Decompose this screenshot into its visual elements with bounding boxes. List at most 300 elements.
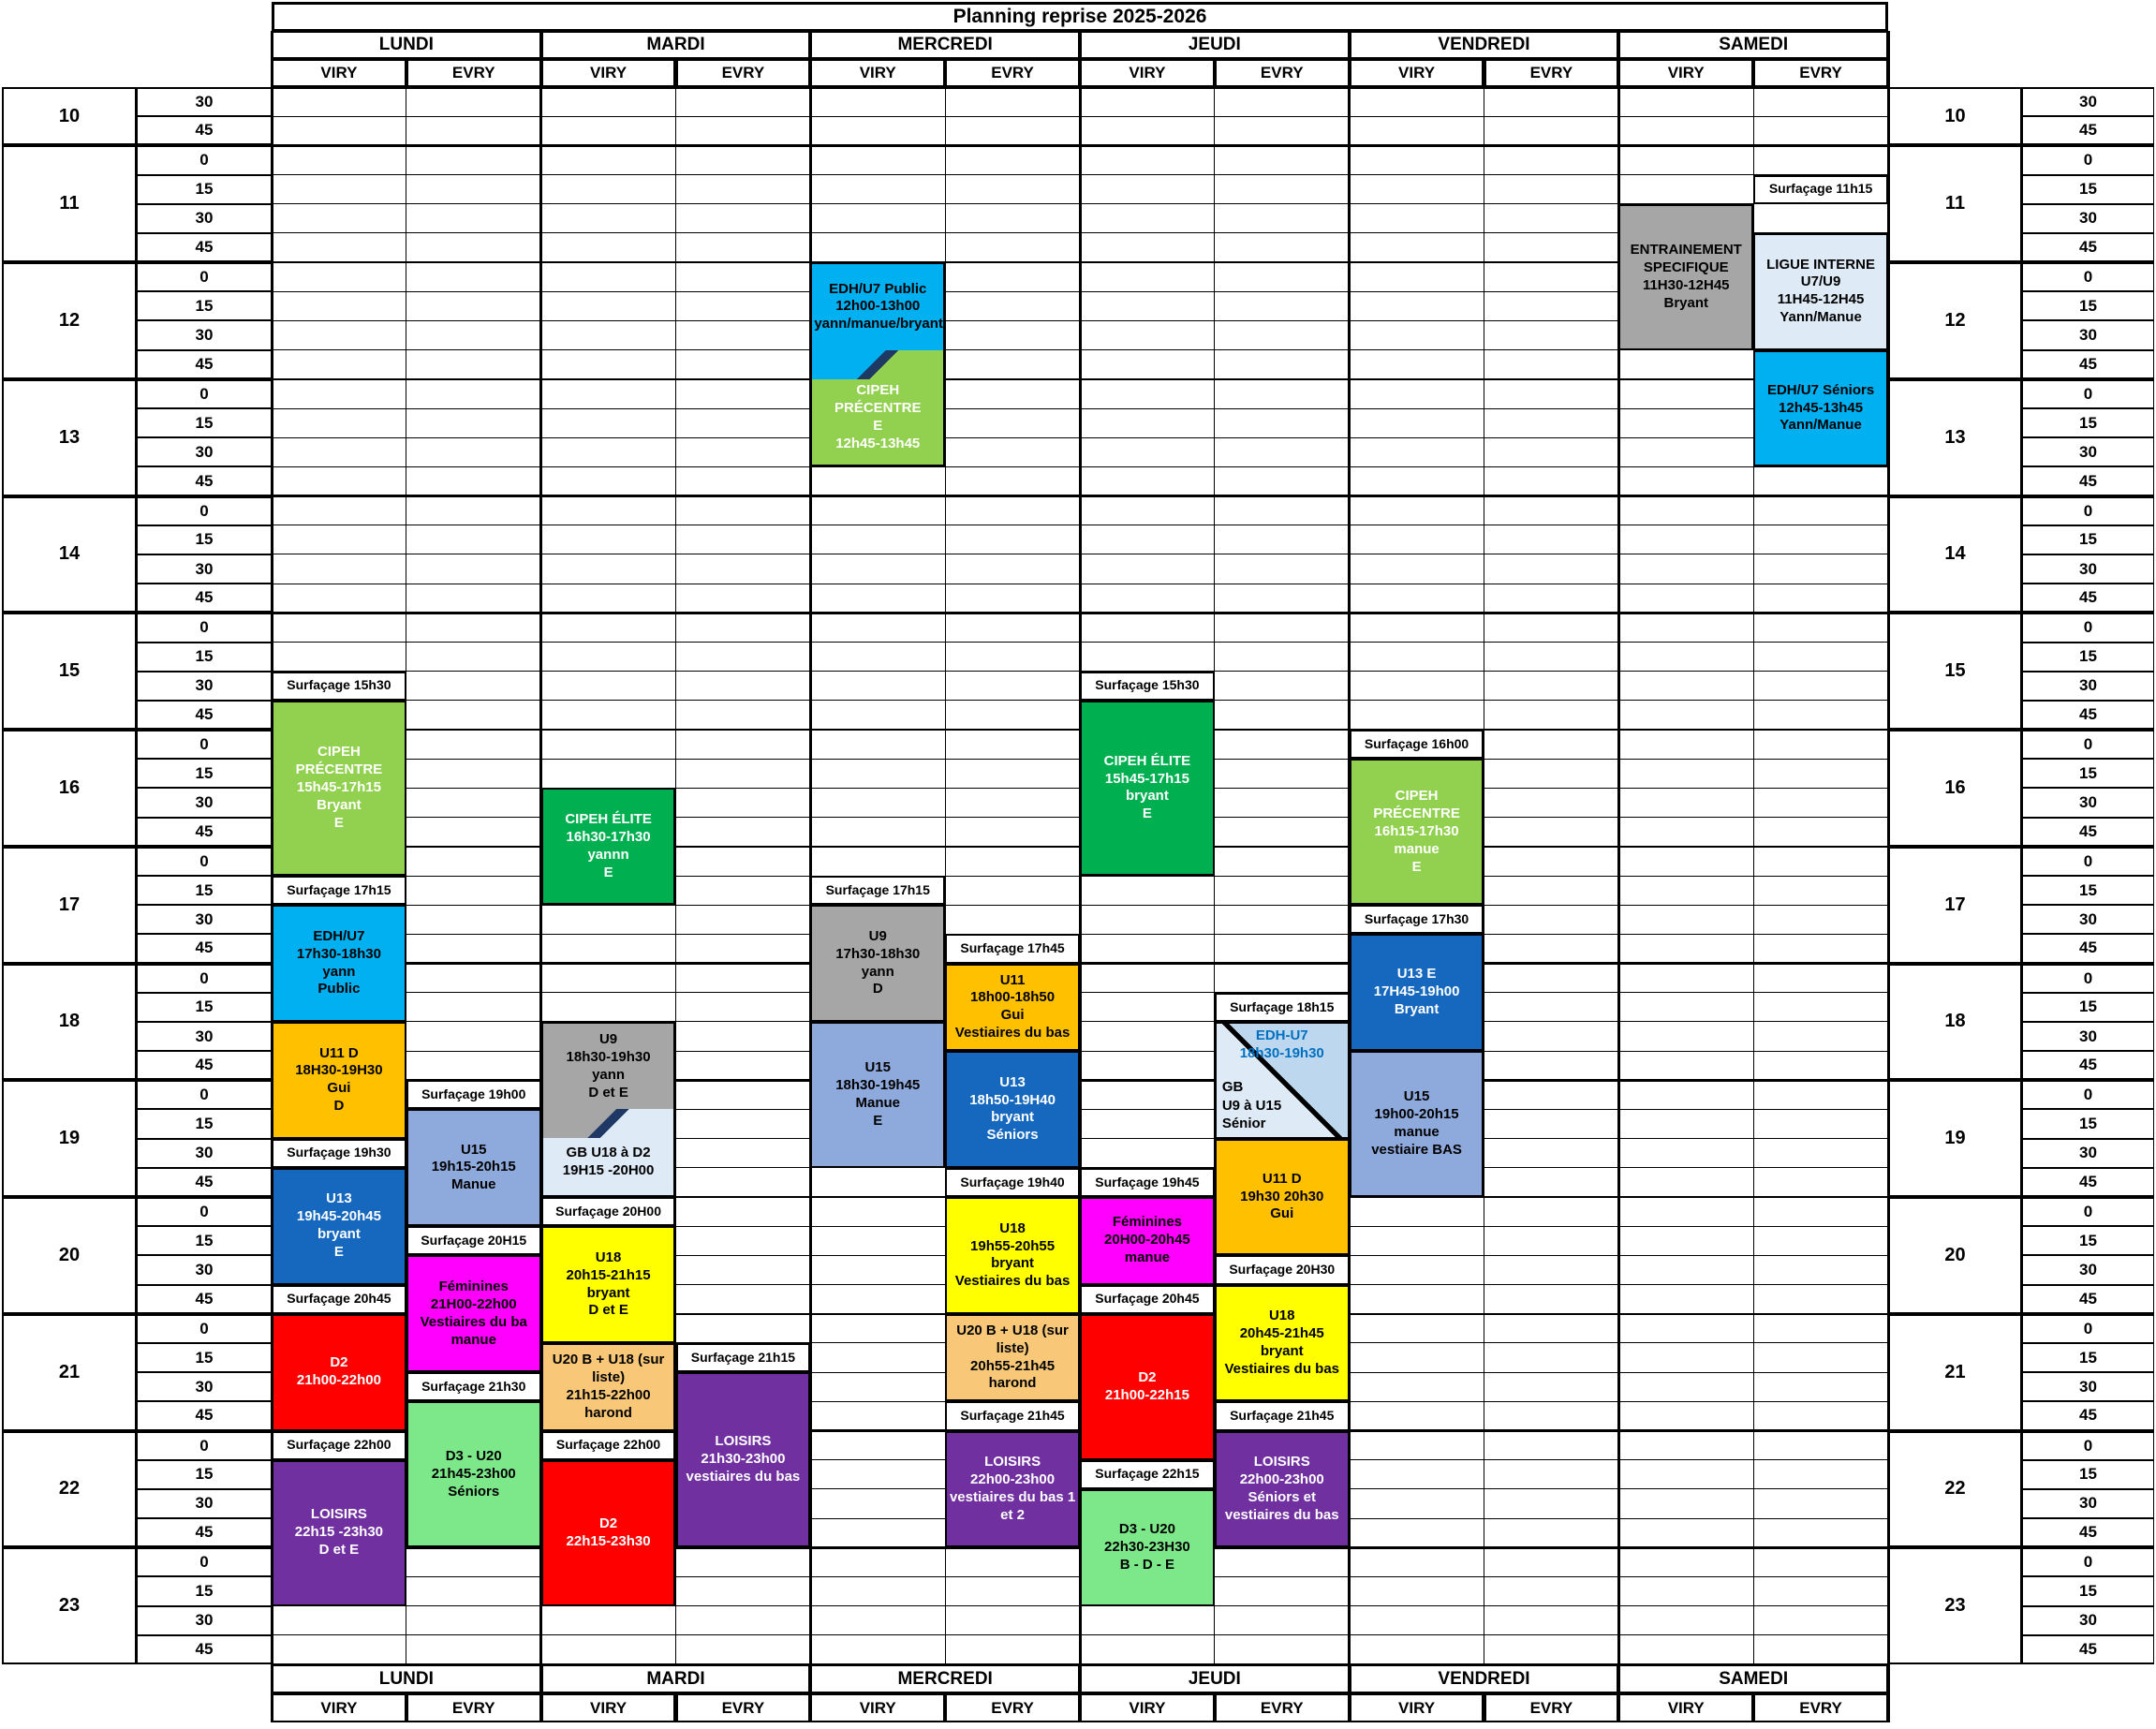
minute-label-right: 30 — [2022, 1255, 2154, 1284]
session-line: ENTRAINEMENT — [1630, 241, 1742, 258]
minute-label-right: 45 — [2022, 1168, 2154, 1197]
session-line: Bryant — [1394, 1001, 1440, 1018]
session-line: 19h55-20h55 — [970, 1237, 1056, 1254]
footer-rink-header-evry: EVRY — [945, 1693, 1080, 1722]
minute-label-left: 45 — [137, 1285, 272, 1314]
day-header-mardi: MARDI — [541, 31, 811, 59]
session-block[interactable] — [406, 1401, 541, 1547]
surfacage-row[interactable]: Surfaçage 22h00 — [541, 1431, 676, 1460]
split-session-block[interactable] — [1215, 1022, 1350, 1139]
minute-label-left: 30 — [137, 320, 272, 349]
minute-label-right: 30 — [2022, 87, 2154, 116]
session-line: U9 — [598, 1030, 618, 1047]
minute-label-left: 0 — [137, 262, 272, 291]
session-line: bryant — [1125, 788, 1169, 805]
minute-label-right: 15 — [2022, 1109, 2154, 1138]
minute-label-right: 0 — [2022, 964, 2154, 993]
rink-header-viry: VIRY — [1080, 59, 1215, 87]
session-line: Séniors — [448, 1483, 500, 1500]
session-block[interactable] — [810, 262, 945, 350]
surfacage-row[interactable]: Surfaçage 16h00 — [1350, 730, 1484, 759]
session-line: Yann/Manue — [1779, 309, 1862, 326]
session-block[interactable] — [945, 1051, 1080, 1168]
session-line: E — [873, 1112, 883, 1129]
minute-label-left: 30 — [137, 1022, 272, 1051]
session-block[interactable] — [1080, 1489, 1215, 1606]
session-line: D — [872, 981, 883, 998]
footer-rink-header-viry: VIRY — [1618, 1693, 1753, 1722]
surfacage-row[interactable]: Surfaçage 19h45 — [1080, 1168, 1215, 1197]
page-title — [272, 2, 1888, 32]
minute-label-left: 15 — [137, 291, 272, 320]
rink-header-evry: EVRY — [945, 59, 1080, 87]
minute-label-right: 30 — [2022, 672, 2154, 701]
footer-rink-header-viry: VIRY — [1350, 1693, 1484, 1722]
minute-label-right: 15 — [2022, 643, 2154, 672]
hour-label-right-13: 13 — [1888, 379, 2022, 496]
footer-rink-header-viry: VIRY — [272, 1693, 406, 1722]
minute-label-left: 15 — [137, 1226, 272, 1255]
session-line: CIPEH ÉLITE — [1103, 752, 1191, 769]
session-block[interactable] — [272, 1022, 406, 1139]
rink-header-evry: EVRY — [1753, 59, 1888, 87]
minute-label-right: 0 — [2022, 847, 2154, 876]
hour-label-right-19: 19 — [1888, 1080, 2022, 1197]
minute-label-left: 30 — [137, 905, 272, 934]
session-line: Séniors et — [1248, 1488, 1316, 1505]
session-line: 15h45-17h15 — [296, 778, 381, 795]
minute-label-left: 0 — [137, 1547, 272, 1576]
session-block[interactable] — [541, 1343, 676, 1431]
session-block[interactable] — [810, 1022, 945, 1168]
hour-label-left-13: 13 — [2, 379, 137, 496]
hour-label-right-17: 17 — [1888, 847, 2022, 964]
session-block[interactable] — [1080, 1197, 1215, 1285]
session-line: U15 — [864, 1059, 891, 1076]
session-line: B - D - E — [1119, 1556, 1175, 1573]
session-line: harond — [584, 1404, 632, 1421]
minute-label-right: 45 — [2022, 350, 2154, 379]
minute-label-right: 0 — [2022, 730, 2154, 759]
page-title-text: Planning reprise 2025-2026 — [952, 6, 1207, 27]
surfacage-row[interactable]: Surfaçage 15h30 — [272, 672, 406, 701]
minute-label-left: 0 — [137, 1080, 272, 1109]
surfacage-row[interactable]: Surfaçage 17h15 — [810, 876, 945, 905]
footer-rink-header-evry: EVRY — [1484, 1693, 1619, 1722]
minute-label-right: 15 — [2022, 1226, 2154, 1255]
session-block[interactable] — [945, 1197, 1080, 1314]
hour-label-right-14: 14 — [1888, 496, 2022, 613]
session-line: U15 — [1403, 1088, 1430, 1105]
session-line: 19h45-20h45 — [296, 1208, 381, 1225]
session-block[interactable] — [1215, 1431, 1350, 1548]
session-line: 12h45-13h45 — [835, 435, 921, 451]
surfacage-row[interactable]: Surfaçage 20h45 — [272, 1285, 406, 1314]
surfacage-row[interactable]: Surfaçage 19h40 — [945, 1168, 1080, 1197]
session-line: 21h30-23h00 — [701, 1451, 786, 1468]
minute-label-right: 0 — [2022, 613, 2154, 642]
surfacage-row[interactable]: Surfaçage 20h45 — [1080, 1285, 1215, 1314]
session-block[interactable] — [541, 1022, 676, 1110]
minute-label-right: 15 — [2022, 525, 2154, 554]
rink-header-viry: VIRY — [1618, 59, 1753, 87]
session-line: yann — [592, 1066, 626, 1083]
session-block[interactable] — [1350, 1051, 1484, 1197]
session-line: 11H45-12H45 — [1777, 291, 1865, 308]
hour-label-right-10: 10 — [1888, 87, 2022, 145]
hour-label-left-22: 22 — [2, 1431, 137, 1548]
day-header-lundi: LUNDI — [272, 31, 541, 59]
surfacage-row[interactable]: Surfaçage 11h15 — [1753, 175, 1888, 204]
minute-label-right: 15 — [2022, 175, 2154, 204]
session-line: E — [873, 417, 883, 434]
session-line: 22h00-23h00 — [970, 1470, 1056, 1487]
session-block[interactable] — [945, 964, 1080, 1052]
session-line: CIPEH PRÉCENTRE — [1373, 787, 1460, 821]
session-block[interactable] — [272, 1314, 406, 1431]
minute-label-right: 30 — [2022, 1022, 2154, 1051]
session-line: vestiaires du bas 1 et 2 — [949, 1488, 1076, 1523]
footer-rink-header-evry: EVRY — [1753, 1693, 1888, 1722]
hour-label-left-18: 18 — [2, 964, 137, 1081]
session-line: U20 B + U18 (sur liste) — [956, 1322, 1069, 1356]
surfacage-row[interactable]: Surfaçage 22h15 — [1080, 1460, 1215, 1489]
rink-header-viry: VIRY — [272, 59, 406, 87]
session-block[interactable] — [810, 350, 945, 467]
minute-label-left: 45 — [137, 701, 272, 730]
session-line: yann — [322, 963, 356, 980]
session-block[interactable] — [1215, 1139, 1350, 1256]
session-block[interactable] — [272, 1168, 406, 1285]
hour-label-right-16: 16 — [1888, 730, 2022, 847]
footer-rink-header-evry: EVRY — [676, 1693, 811, 1722]
session-line: E — [1411, 858, 1422, 875]
session-line: Yann/Manue — [1779, 417, 1862, 434]
session-block[interactable] — [1080, 701, 1215, 876]
minute-label-right: 45 — [2022, 1401, 2154, 1430]
grid-line — [1617, 31, 1620, 1722]
session-line: E — [333, 1244, 344, 1261]
surfacage-row[interactable]: Surfaçage 15h30 — [1080, 672, 1215, 701]
minute-label-right: 0 — [2022, 262, 2154, 291]
hour-label-left-12: 12 — [2, 262, 137, 379]
minute-label-left: 45 — [137, 350, 272, 379]
minute-label-right: 45 — [2022, 1518, 2154, 1547]
session-line: Vestiaires du bas — [1224, 1360, 1340, 1377]
minute-label-right: 0 — [2022, 145, 2154, 174]
session-line: Séniors — [986, 1127, 1039, 1144]
session-line: Gui — [327, 1080, 351, 1097]
minute-label-left: 15 — [137, 408, 272, 437]
split-session-upper-text: EDH-U7 18h30-19h30 — [1239, 1027, 1324, 1062]
session-line: 22h00-23h00 — [1239, 1470, 1324, 1487]
footer-day-header-lundi: LUNDI — [272, 1664, 541, 1693]
day-header-vendredi: VENDREDI — [1350, 31, 1619, 59]
session-line: U7/U9 — [1800, 273, 1841, 290]
session-block[interactable] — [541, 788, 676, 905]
session-line: D et E — [318, 1542, 360, 1559]
minute-label-right: 30 — [2022, 320, 2154, 349]
minute-label-left: 15 — [137, 993, 272, 1022]
surfacage-row[interactable]: Surfaçage 17h45 — [945, 934, 1080, 963]
session-line: manue — [1394, 840, 1440, 857]
hour-label-right-11: 11 — [1888, 145, 2022, 262]
rink-header-viry: VIRY — [1350, 59, 1484, 87]
minute-label-left: 15 — [137, 1576, 272, 1605]
hour-label-left-17: 17 — [2, 847, 137, 964]
hour-label-left-20: 20 — [2, 1197, 137, 1314]
session-line: Vestiaires du bas — [954, 1273, 1071, 1290]
session-line: E — [603, 864, 613, 880]
session-block[interactable] — [1753, 350, 1888, 467]
session-line: D3 - U20 — [1118, 1520, 1175, 1537]
minute-label-left: 30 — [137, 554, 272, 584]
minute-label-left: 15 — [137, 1343, 272, 1372]
hour-label-right-23: 23 — [1888, 1547, 2022, 1664]
minute-label-left: 45 — [137, 1401, 272, 1430]
hour-label-right-22: 22 — [1888, 1431, 2022, 1548]
session-line: U18 — [595, 1249, 622, 1265]
minute-label-left: 0 — [137, 1197, 272, 1226]
surfacage-row[interactable]: Surfaçage 19h30 — [272, 1139, 406, 1168]
session-line: 15h45-17h15 — [1104, 770, 1189, 787]
minute-label-left: 30 — [137, 1139, 272, 1168]
minute-label-right: 15 — [2022, 876, 2154, 905]
session-line: yann/manue/bryant — [814, 316, 943, 332]
hour-label-right-15: 15 — [1888, 613, 2022, 730]
minute-label-left: 30 — [137, 1255, 272, 1284]
session-line: LOISIRS — [715, 1433, 772, 1450]
session-line: manue — [1394, 1124, 1440, 1141]
session-line: vestiaires du bas — [686, 1469, 801, 1485]
session-line: D2 — [330, 1354, 348, 1371]
session-line: U13 E — [1396, 966, 1437, 983]
rink-header-viry: VIRY — [810, 59, 945, 87]
minute-label-left: 30 — [137, 437, 272, 466]
session-block[interactable] — [1215, 1285, 1350, 1402]
hour-label-right-18: 18 — [1888, 964, 2022, 1081]
hour-label-left-23: 23 — [2, 1547, 137, 1664]
minute-label-right: 0 — [2022, 1197, 2154, 1226]
session-line: EDH/U7 Public — [829, 280, 927, 297]
session-line: D2 — [1138, 1368, 1157, 1385]
session-line: LOISIRS — [310, 1506, 367, 1523]
surfacage-row[interactable]: Surfaçage 17h15 — [272, 876, 406, 905]
hour-label-left-19: 19 — [2, 1080, 137, 1197]
minute-label-right: 15 — [2022, 1343, 2154, 1372]
session-line: E — [333, 814, 344, 831]
minute-label-left: 15 — [137, 175, 272, 204]
session-line: 18h00-18h50 — [970, 989, 1056, 1006]
session-line: U20 B + U18 (sur liste) — [552, 1351, 665, 1385]
minute-label-right: 30 — [2022, 437, 2154, 466]
session-line: U13 — [999, 1073, 1026, 1090]
minute-label-right: 15 — [2022, 291, 2154, 320]
minute-label-left: 45 — [137, 116, 272, 145]
session-line: LOISIRS — [984, 1454, 1041, 1470]
session-block[interactable] — [272, 1460, 406, 1606]
session-line: 12h00-13h00 — [835, 298, 921, 315]
minute-label-right: 30 — [2022, 1606, 2154, 1635]
session-line: Féminines — [1112, 1214, 1182, 1231]
day-header-mercredi: MERCREDI — [810, 31, 1080, 59]
footer-rink-header-evry: EVRY — [406, 1693, 541, 1722]
session-block[interactable] — [945, 1431, 1080, 1548]
session-block[interactable] — [1618, 204, 1753, 350]
session-line: bryant — [1260, 1342, 1304, 1359]
surfacage-row[interactable]: Surfaçage 22h00 — [272, 1431, 406, 1460]
session-line: 19h30 20h30 — [1240, 1188, 1324, 1204]
session-line: bryant — [991, 1255, 1034, 1272]
session-line: U11 — [999, 971, 1026, 988]
session-line: 18h50-19H40 — [969, 1091, 1056, 1108]
minute-label-left: 30 — [137, 788, 272, 817]
minute-label-left: 0 — [137, 847, 272, 876]
minute-label-right: 45 — [2022, 466, 2154, 495]
surfacage-row[interactable]: Surfaçage 21h45 — [945, 1401, 1080, 1430]
session-line: U9 — [868, 927, 887, 944]
hour-label-left-21: 21 — [2, 1314, 137, 1431]
surfacage-row[interactable]: Surfaçage 20H30 — [1215, 1255, 1350, 1284]
session-block[interactable] — [541, 1226, 676, 1343]
grid-line — [1079, 31, 1082, 1722]
session-line: yann — [861, 963, 894, 980]
session-line: D et E — [588, 1084, 628, 1101]
session-line: D2 — [598, 1515, 618, 1531]
session-line: E — [1142, 805, 1152, 822]
hour-label-left-16: 16 — [2, 730, 137, 847]
session-line: 20h55-21h45 — [970, 1357, 1056, 1374]
surfacage-row[interactable]: Surfaçage 21h15 — [676, 1343, 811, 1372]
session-line: vestiaires du bas — [1224, 1506, 1339, 1523]
minute-label-right: 45 — [2022, 584, 2154, 613]
footer-rink-header-viry: VIRY — [541, 1693, 676, 1722]
footer-rink-header-viry: VIRY — [1080, 1693, 1215, 1722]
rink-header-evry: EVRY — [676, 59, 811, 87]
minute-label-right: 45 — [2022, 818, 2154, 847]
session-block[interactable] — [272, 905, 406, 1022]
rink-header-evry: EVRY — [406, 59, 541, 87]
minute-label-left: 30 — [137, 1489, 272, 1518]
day-header-jeudi: JEUDI — [1080, 31, 1350, 59]
session-line: 21h45-23h00 — [431, 1465, 516, 1482]
minute-label-right: 30 — [2022, 554, 2154, 584]
minute-label-left: 30 — [137, 1372, 272, 1401]
minute-label-right: 30 — [2022, 1372, 2154, 1401]
split-session-lower-text: GB U9 à U15 Sénior — [1221, 1079, 1282, 1132]
minute-label-right: 45 — [2022, 1635, 2154, 1664]
footer-day-header-mardi: MARDI — [541, 1664, 811, 1693]
session-line: 17h30-18h30 — [835, 945, 921, 962]
minute-label-left: 0 — [137, 613, 272, 642]
grid-line — [1348, 31, 1351, 1722]
surfacage-row[interactable]: Surfaçage 20H00 — [541, 1197, 676, 1226]
session-block[interactable] — [541, 1109, 676, 1197]
minute-label-right: 15 — [2022, 1576, 2154, 1605]
session-line: bryant — [586, 1284, 630, 1301]
session-line: 16h30-17h30 — [566, 828, 651, 845]
session-line: U18 — [999, 1219, 1026, 1236]
session-block[interactable] — [541, 1460, 676, 1606]
minute-label-left: 0 — [137, 496, 272, 525]
minute-label-left: 45 — [137, 584, 272, 613]
session-line: Gui — [1000, 1007, 1025, 1024]
minute-label-left: 30 — [137, 1606, 272, 1635]
session-line: 20H00-20h45 — [1104, 1232, 1190, 1249]
session-block[interactable] — [810, 905, 945, 1022]
minute-label-right: 0 — [2022, 496, 2154, 525]
session-line: 19H15 -20H00 — [562, 1162, 655, 1179]
minute-label-left: 15 — [137, 525, 272, 554]
session-line: 18h30-19h45 — [835, 1076, 921, 1093]
minute-label-right: 15 — [2022, 759, 2154, 788]
surfacage-row[interactable]: Surfaçage 19h00 — [406, 1080, 541, 1109]
footer-day-header-vendredi: VENDREDI — [1350, 1664, 1619, 1693]
session-block[interactable] — [1350, 759, 1484, 905]
surfacage-row[interactable]: Surfaçage 21h45 — [1215, 1401, 1350, 1430]
session-block[interactable] — [1753, 233, 1888, 350]
session-line: harond — [988, 1375, 1037, 1392]
session-line: Manue — [855, 1094, 900, 1111]
session-block[interactable] — [1350, 934, 1484, 1051]
minute-label-right: 15 — [2022, 408, 2154, 437]
session-block[interactable] — [1080, 1314, 1215, 1460]
grid-line — [539, 31, 542, 1722]
session-line: 21h00-22h00 — [296, 1372, 381, 1389]
surfacage-row[interactable]: Surfaçage 17h30 — [1350, 905, 1484, 934]
session-line: EDH/U7 Séniors — [1766, 381, 1875, 398]
footer-day-header-mercredi: MERCREDI — [810, 1664, 1080, 1693]
rink-header-viry: VIRY — [541, 59, 676, 87]
minute-label-left: 30 — [137, 672, 272, 701]
session-line: 17H45-19h00 — [1373, 983, 1460, 1000]
surfacage-row[interactable]: Surfaçage 21h30 — [406, 1372, 541, 1401]
minute-label-left: 45 — [137, 1168, 272, 1197]
minute-label-left: 15 — [137, 643, 272, 672]
session-block[interactable] — [945, 1314, 1080, 1402]
session-block[interactable] — [676, 1372, 811, 1547]
minute-label-left: 0 — [137, 145, 272, 174]
minute-label-left: 15 — [137, 1109, 272, 1138]
session-line: GB U18 à D2 — [566, 1145, 651, 1161]
session-line: Féminines — [438, 1278, 509, 1294]
session-line: CIPEH ÉLITE — [565, 811, 652, 828]
session-block[interactable] — [406, 1109, 541, 1226]
session-line: 22h15-23h30 — [566, 1532, 651, 1549]
surfacage-row[interactable]: Surfaçage 18h15 — [1215, 993, 1350, 1022]
session-line: U15 — [460, 1141, 487, 1158]
hour-label-right-21: 21 — [1888, 1314, 2022, 1431]
minute-label-right: 45 — [2022, 1051, 2154, 1080]
session-line: Manue — [450, 1176, 496, 1193]
minute-label-right: 45 — [2022, 233, 2154, 262]
session-line: 21h15-22h00 — [566, 1386, 651, 1403]
session-line: Vestiaires du ba — [420, 1313, 527, 1330]
session-line: 22h15 -23h30 — [294, 1524, 384, 1541]
session-line: U11 D — [1262, 1170, 1302, 1187]
session-block[interactable] — [272, 701, 406, 876]
surfacage-row[interactable]: Surfaçage 20H15 — [406, 1226, 541, 1255]
minute-label-right: 45 — [2022, 934, 2154, 963]
rink-header-evry: EVRY — [1484, 59, 1619, 87]
minute-label-left: 0 — [137, 379, 272, 408]
footer-rink-header-evry: EVRY — [1215, 1693, 1350, 1722]
session-line: 12h45-13h45 — [1779, 399, 1864, 416]
session-block[interactable] — [406, 1255, 541, 1372]
minute-label-right: 45 — [2022, 1285, 2154, 1314]
session-line: 11H30-12H45 — [1642, 276, 1730, 293]
rink-header-evry: EVRY — [1215, 59, 1350, 87]
